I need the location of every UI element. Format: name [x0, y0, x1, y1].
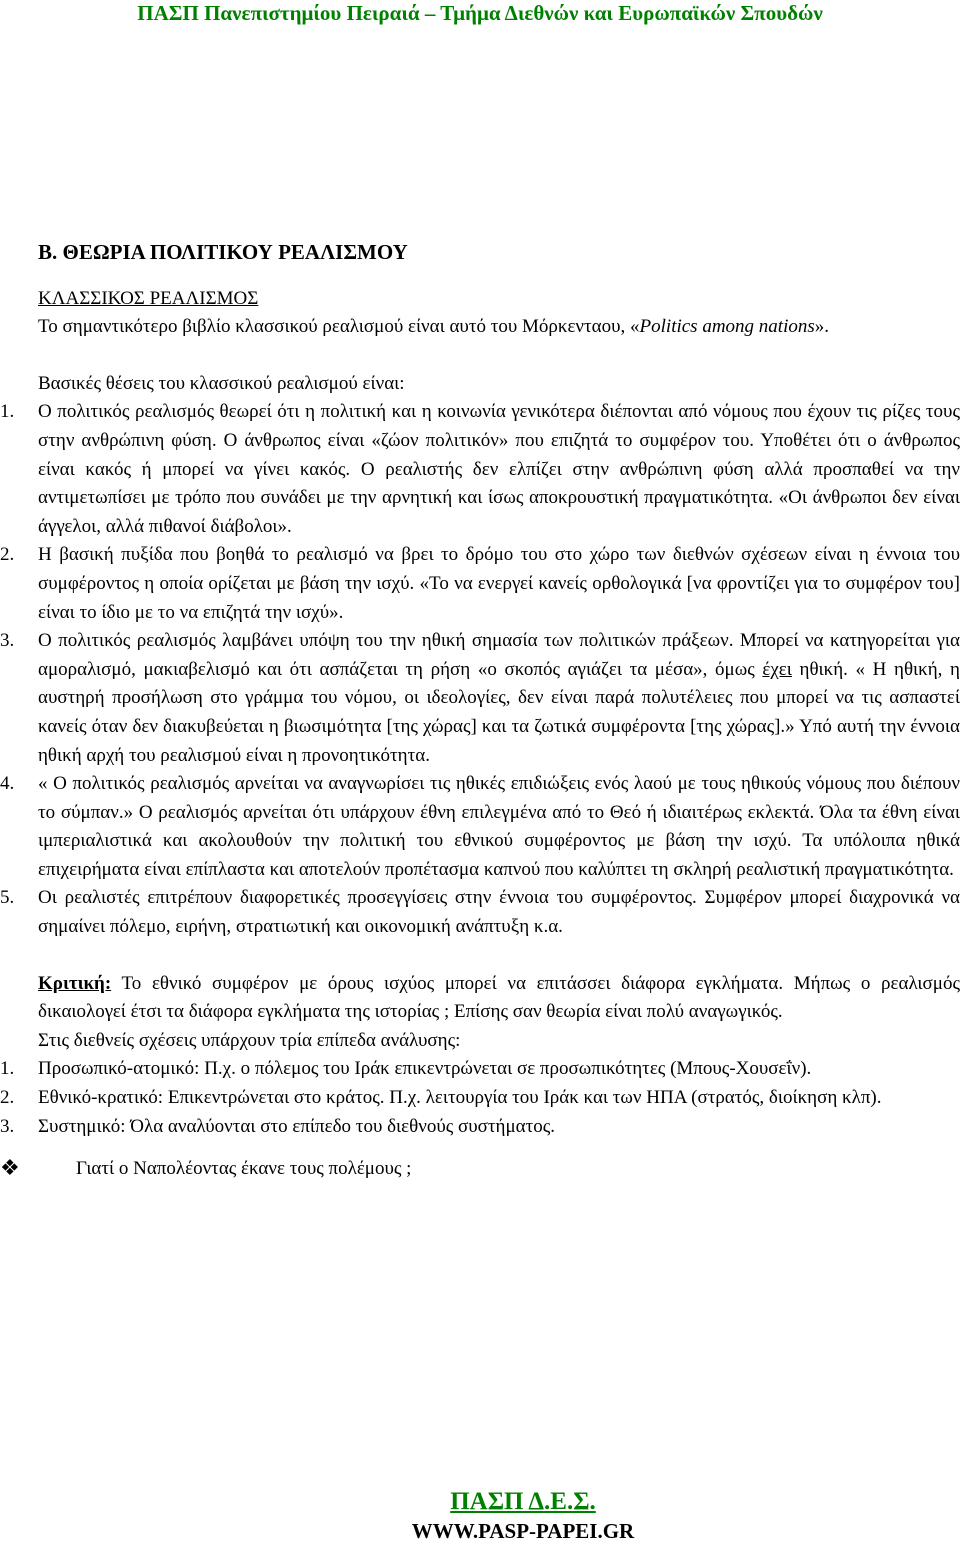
position-number: 1.: [0, 401, 15, 423]
position-text: « Ο πολιτικός ρεαλισμός αρνείται να αναγνωρίσει τις ηθικές επιδιώξεις ενός λαού με τους ηθικούς νόμους που διέπουν το σύμπαν.» Ο ρεαλισμός αρνείται ότι υπάρχουν έθνη επιλεγμένα από το Θεό ή ιδιαιτέρως εκλεκτά. Όλα τα έθνη είναι ιμπεριαλιστικά και ακολουθούν την πολιτική του εθνικού συμφέροντος με βάση την ισχύ. Τα υπόλοιπα ηθικά επιχειρήματα είναι επίπλαστα και αποτελούν προπέτασμα καπνού που καλύπτει τη σκληρή ρεαλιστική πραγματικότητα.: [38, 773, 960, 880]
level-item: [0, 1113, 960, 1142]
footer-url[interactable]: WWW.PASP-PAPEI.GR: [411, 1519, 635, 1543]
position-text-after: ηθική. « Η ηθική, η αυστηρή προσήλωση στο γράμμα του νόμου, οι ιδεολογίες, δεν είναι παρά πολυτέλειες που μπορεί να τις ασπαστεί κανείς όταν δεν διακυβεύεται η βιωσιμότητα [της χώρας] και τα ζωτικά συμφέροντα [της χώρας].» Υπό αυτή την έννοια ηθική αρχή του ρεαλισμού είναι η προνοητικότητα.: [38, 658, 960, 766]
position-item: [0, 627, 960, 770]
position-number: 3.: [0, 630, 15, 652]
critique-paragraph: [0, 970, 960, 1027]
question-item: [0, 1155, 960, 1184]
position-text-before: Ο πολιτικός ρεαλισμός λαμβάνει υπόψη του την ηθική σημασία των πολιτικών πράξεων. Μπορεί να κατηγορείται για αμοραλισμό, μακιαβελισμό και ότι ασπάζεται τη ρήση «ο σκοπός αγιάζει τα μέσα», όμως: [38, 630, 960, 680]
position-item: [0, 541, 960, 627]
position-item: [0, 398, 960, 541]
position-item: [0, 884, 960, 941]
level-text: Συστημικό: Όλα αναλύονται στο επίπεδο του διεθνούς συστήματος.: [38, 1115, 556, 1137]
position-number: 4.: [0, 773, 15, 795]
intro-text-after: ».: [814, 316, 830, 338]
position-number: 2.: [0, 544, 15, 566]
position-text: Ο πολιτικός ρεαλισμός θεωρεί ότι η πολιτική και η κοινωνία γενικότερα διέπονται από νόμους που έχουν τις ρίζες τους στην ανθρώπινη φύση. Ο άνθρωπος είναι «ζώον πολιτικόν» που επιζητά το συμφέρον του. Υποθέτει ότι ο άνθρωπος είναι κακός ή μπορεί να γίνει κακός. Ο ρεαλιστής δεν ελπίζει στην ανθρώπινη φύση αλλά προσπαθεί να την αντιμετωπίσει με τρόπο που συνάδει με την αρνητική και ίσως αποκρουστική πραγματικότητα. «Οι άνθρωποι δεν είναι άγγελοι, αλλά πιθανοί διάβολοι».: [38, 401, 960, 537]
level-number: 3.: [0, 1115, 15, 1137]
book-title: Politics among nations: [639, 316, 815, 338]
document-body: [0, 238, 960, 1184]
section-title: Β. ΘΕΩΡΙΑ ΠΟΛΙΤΙΚΟΥ ΡΕΑΛΙΣΜΟΥ: [38, 240, 408, 264]
level-item: [0, 1055, 960, 1084]
intro-paragraph: [0, 313, 960, 342]
level-text: Εθνικό-κρατικό: Επικεντρώνεται στο κράτος. Π.χ. λειτουργία του Ιράκ και των ΗΠΑ (στρατός, διοίκηση κλπ).: [38, 1087, 882, 1109]
footer-org: ΠΑΣΠ Δ.Ε.Σ.: [450, 1488, 596, 1515]
level-item: [0, 1084, 960, 1113]
critique-label: Κριτική:: [38, 972, 112, 994]
position-item: [0, 770, 960, 884]
question-text: Γιατί ο Ναπολέοντας έκανε τους πολέμους ;: [76, 1158, 412, 1180]
position-text: Οι ρεαλιστές επιτρέπουν διαφορετικές προσεγγίσεις στην έννοια του συμφέροντος. Συμφέρον μπορεί διαχρονικά να σημαίνει πόλεμο, ειρήνη, στρατιωτική και οικονομική ανάπτυξη κ.α.: [38, 887, 960, 938]
diamond-bullet-icon: ❖: [0, 1155, 20, 1181]
level-number: 1.: [0, 1058, 15, 1080]
page-header: ΠΑΣΠ Πανεπιστημίου Πειραιά – Τμήμα Διεθνών και Ευρωπαϊκών Σπουδών: [137, 1, 823, 25]
basics-label: Βασικές θέσεις του κλασσικού ρεαλισμού είναι:: [38, 372, 405, 394]
levels-label: Στις διεθνείς σχέσεις υπάρχουν τρία επίπεδα ανάλυσης:: [38, 1029, 461, 1051]
level-number: 2.: [0, 1087, 15, 1109]
level-text: Προσωπικό-ατομικό: Π.χ. ο πόλεμος του Ιράκ επικεντρώνεται σε προσωπικότητες (Μπους-Χουσεΐν).: [38, 1058, 812, 1080]
subheading: ΚΛΑΣΣΙΚΟΣ ΡΕΑΛΙΣΜΟΣ: [38, 287, 259, 309]
position-number: 5.: [0, 887, 15, 909]
underlined-word: έχει: [762, 658, 792, 680]
intro-text-before: Το σημαντικότερο βιβλίο κλασσικού ρεαλισμού είναι αυτό του Μόρκενταου, «: [38, 316, 640, 338]
critique-text: Το εθνικό συμφέρον με όρους ισχύος μπορεί να επιτάσσει διάφορα εγκλήματα. Μήπως ο ρεαλισμός δικαιολογεί έτσι τα διάφορα εγκλήματα της ιστορίας ; Επίσης σαν θεωρία είναι πολύ αναγωγικός.: [38, 972, 960, 1023]
position-text: Η βασική πυξίδα που βοηθά το ρεαλισμό να βρει το δρόμο του στο χώρο των διεθνών σχέσεων είναι η έννοια του συμφέροντος η οποία ορίζεται με βάση την ισχύ. «Το να ενεργεί κανείς ορθολογικά [να φροντίζει για το συμφέρον του] είναι το ίδιο με το να επιζητά την ισχύ».: [38, 544, 960, 623]
